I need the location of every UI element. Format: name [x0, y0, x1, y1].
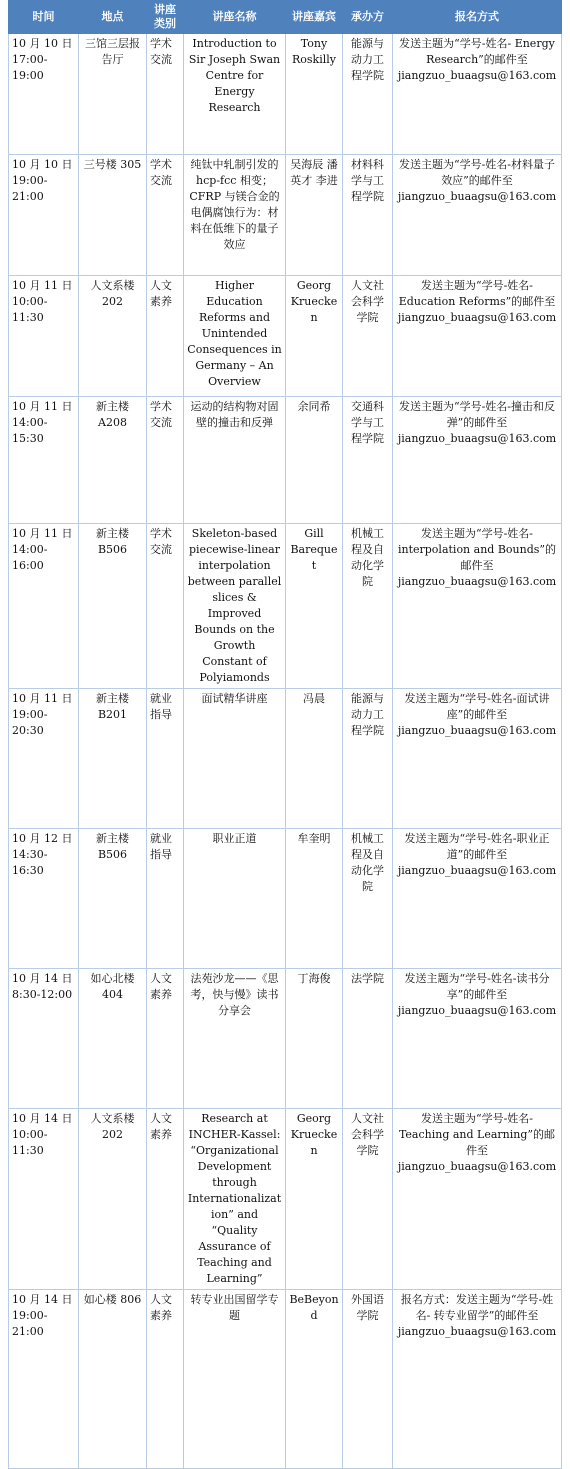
cell-title: Skeleton-based piecewise-linear interpolation between parallel slices & Improved Bounds on the Growth Constant of Polyiamonds: [184, 524, 286, 689]
cell-signup: 发送主题为“学号-姓名-材料量子效应”的邮件至 jiangzuo_buaagsu@163.com: [393, 155, 562, 276]
cell-signup: 发送主题为“学号-姓名-interpolation and Bounds”的邮件至 jiangzuo_buaagsu@163.com: [393, 524, 562, 689]
cell-place: 新主楼 A208: [79, 397, 147, 524]
header-speaker: 讲座嘉宾: [286, 1, 343, 34]
table-row: [9, 524, 562, 689]
table-row: [9, 1290, 562, 1469]
cell-time: 10 月 14 日 19:00-21:00: [9, 1290, 79, 1469]
cell-speaker: Tony Roskilly: [286, 34, 343, 155]
schedule-body: [9, 34, 562, 1469]
header-signup: 报名方式: [393, 1, 562, 34]
cell-title: 纯钛中轧制引发的 hcp-fcc 相变；CFRP 与镁合金的电偶腐蚀行为：材料在低维下的量子效应: [184, 155, 286, 276]
cell-host: 材料科学与工程学院: [343, 155, 393, 276]
cell-title: 法苑沙龙——《思考，快与慢》读书分享会: [184, 969, 286, 1109]
cell-type: 学术交流: [147, 524, 184, 689]
cell-place: 人文系楼 202: [79, 276, 147, 397]
cell-place: 新主楼 B201: [79, 689, 147, 829]
cell-signup: 发送主题为“学号-姓名-职业正道”的邮件至 jiangzuo_buaagsu@163.com: [393, 829, 562, 969]
cell-speaker: Gill Barequet: [286, 524, 343, 689]
cell-host: 人文社会科学学院: [343, 1109, 393, 1290]
cell-speaker: 丁海俊: [286, 969, 343, 1109]
header-title: 讲座名称: [184, 1, 286, 34]
cell-speaker: Georg Kruecken: [286, 1109, 343, 1290]
cell-host: 外国语学院: [343, 1290, 393, 1469]
header-type: 讲座类别: [147, 1, 184, 34]
table-row: [9, 155, 562, 276]
cell-host: 交通科学与工程学院: [343, 397, 393, 524]
table-row: [9, 34, 562, 155]
table-row: [9, 397, 562, 524]
cell-title: Introduction to Sir Joseph Swan Centre for Energy Research: [184, 34, 286, 155]
table-row: [9, 689, 562, 829]
cell-place: 三馆三层报告厅: [79, 34, 147, 155]
cell-type: 人文素养: [147, 969, 184, 1109]
cell-title: 面试精华讲座: [184, 689, 286, 829]
cell-signup: 发送主题为“学号-姓名-撞击和反弹”的邮件至 jiangzuo_buaagsu@163.com: [393, 397, 562, 524]
cell-speaker: 牟奎明: [286, 829, 343, 969]
cell-title: 转专业出国留学专题: [184, 1290, 286, 1469]
cell-type: 学术交流: [147, 34, 184, 155]
cell-title: Research at INCHER-Kassel: “Organizational Development through Internationalization” and “Quality Assurance of Teaching and Learning”: [184, 1109, 286, 1290]
cell-signup: 发送主题为“学号-姓名- Energy Research”的邮件至 jiangzuo_buaagsu@163.com: [393, 34, 562, 155]
cell-type: 人文素养: [147, 1109, 184, 1290]
header-host: 承办方: [343, 1, 393, 34]
cell-host: 人文社会科学学院: [343, 276, 393, 397]
cell-host: 法学院: [343, 969, 393, 1109]
cell-type: 就业指导: [147, 689, 184, 829]
cell-speaker: 余同希: [286, 397, 343, 524]
cell-place: 如心楼 806: [79, 1290, 147, 1469]
cell-host: 机械工程及自动化学院: [343, 524, 393, 689]
cell-type: 人文素养: [147, 276, 184, 397]
cell-host: 能源与动力工程学院: [343, 34, 393, 155]
cell-place: 三号楼 305: [79, 155, 147, 276]
header-row: [9, 1, 562, 34]
cell-signup: 发送主题为“学号-姓名-面试讲座”的邮件至 jiangzuo_buaagsu@163.com: [393, 689, 562, 829]
table-row: [9, 276, 562, 397]
cell-time: 10 月 11 日 14:00-15:30: [9, 397, 79, 524]
cell-title: 运动的结构物对固壁的撞击和反弹: [184, 397, 286, 524]
cell-type: 学术交流: [147, 397, 184, 524]
cell-time: 10 月 14 日 8:30-12:00: [9, 969, 79, 1109]
cell-time: 10 月 10 日 17:00-19:00: [9, 34, 79, 155]
cell-signup: 发送主题为“学号-姓名-Teaching and Learning”的邮件至 jiangzuo_buaagsu@163.com: [393, 1109, 562, 1290]
cell-speaker: BeBeyond: [286, 1290, 343, 1469]
table-row: [9, 1109, 562, 1290]
cell-place: 新主楼 B506: [79, 829, 147, 969]
table-row: [9, 829, 562, 969]
cell-type: 就业指导: [147, 829, 184, 969]
cell-time: 10 月 11 日 10:00-11:30: [9, 276, 79, 397]
cell-host: 机械工程及自动化学院: [343, 829, 393, 969]
cell-host: 能源与动力工程学院: [343, 689, 393, 829]
cell-place: 如心北楼 404: [79, 969, 147, 1109]
cell-title: Higher Education Reforms and Unintended Consequences in Germany – An Overview: [184, 276, 286, 397]
cell-signup: 发送主题为“学号-姓名-Education Reforms”的邮件至 jiangzuo_buaagsu@163.com: [393, 276, 562, 397]
cell-type: 人文素养: [147, 1290, 184, 1469]
table-row: [9, 969, 562, 1109]
cell-time: 10 月 11 日 14:00-16:00: [9, 524, 79, 689]
cell-signup: 报名方式：发送主题为“学号-姓名- 转专业留学”的邮件至 jiangzuo_buaagsu@163.com: [393, 1290, 562, 1469]
cell-place: 人文系楼 202: [79, 1109, 147, 1290]
cell-speaker: 吴海辰 潘英才 李进: [286, 155, 343, 276]
cell-time: 10 月 10 日 19:00-21:00: [9, 155, 79, 276]
cell-type: 学术交流: [147, 155, 184, 276]
cell-time: 10 月 14 日 10:00-11:30: [9, 1109, 79, 1290]
cell-speaker: 冯晨: [286, 689, 343, 829]
header-time: 时间: [9, 1, 79, 34]
cell-signup: 发送主题为“学号-姓名-读书分享”的邮件至 jiangzuo_buaagsu@163.com: [393, 969, 562, 1109]
cell-time: 10 月 12 日 14:30-16:30: [9, 829, 79, 969]
lecture-schedule-table: [8, 0, 562, 1469]
cell-speaker: Georg Kruecken: [286, 276, 343, 397]
cell-title: 职业正道: [184, 829, 286, 969]
header-place: 地点: [79, 1, 147, 34]
cell-time: 10 月 11 日 19:00-20:30: [9, 689, 79, 829]
cell-place: 新主楼 B506: [79, 524, 147, 689]
